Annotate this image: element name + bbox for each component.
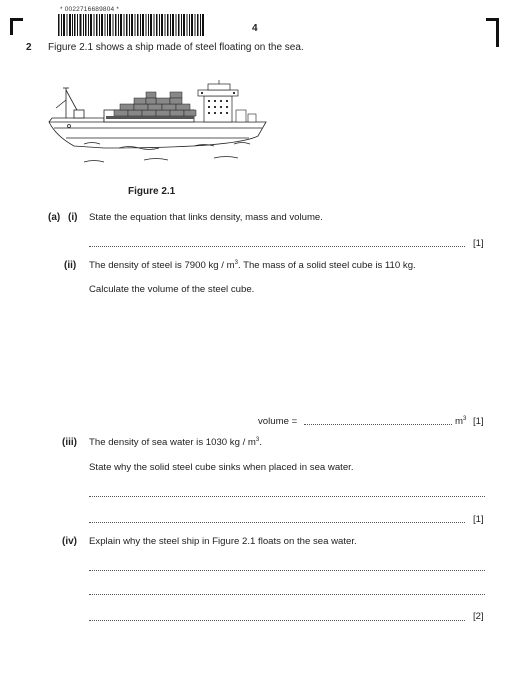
sub-iii-text: The density of sea water is 1030 kg / $m^3$. [89, 436, 262, 448]
volume-label: volume = [258, 416, 298, 427]
page-number: 4 [252, 23, 258, 34]
volume-unit: $m^3$ [455, 415, 467, 427]
sub-iii-instruction: State why the solid steel cube sinks when placed in sea water. [89, 462, 354, 473]
figure-caption: Figure 2.1 [128, 186, 176, 197]
sub-ii-instruction: Calculate the volume of the steel cube. [89, 284, 255, 295]
corner-mark-left [10, 18, 23, 35]
answer-line-iv-1[interactable] [89, 570, 485, 571]
sub-ii-text: The density of steel is 7900 kg / $m^3$. The mass of a solid steel cube is 110 kg. [89, 259, 416, 271]
answer-line-i[interactable] [89, 246, 465, 247]
mark-iv: [2] [473, 611, 484, 622]
corner-mark-right [486, 18, 499, 47]
sub-ii-label: (ii) [64, 260, 77, 271]
barcode-image [58, 14, 204, 36]
answer-line-iii-1[interactable] [89, 496, 485, 497]
mark-i: [1] [473, 238, 484, 249]
sub-i-label: (i) [68, 212, 78, 223]
mark-ii: [1] [473, 416, 484, 427]
barcode-text: * 0022716689804 * [60, 6, 120, 13]
answer-line-iv-3[interactable] [89, 620, 465, 621]
volume-answer-line[interactable] [304, 424, 452, 425]
question-number: 2 [26, 42, 32, 53]
answer-line-iv-2[interactable] [89, 594, 485, 595]
part-a-label: (a) [48, 212, 61, 223]
answer-line-iii-2[interactable] [89, 522, 465, 523]
ship-figure [44, 78, 274, 170]
mark-iii: [1] [473, 514, 484, 525]
sub-iii-label: (iii) [62, 437, 77, 448]
sub-iv-text: Explain why the steel ship in Figure 2.1 floats on the sea water. [89, 536, 357, 547]
sub-iv-label: (iv) [62, 536, 77, 547]
sub-i-text: State the equation that links density, mass and volume. [89, 212, 323, 223]
question-intro: Figure 2.1 shows a ship made of steel floating on the sea. [48, 42, 304, 53]
